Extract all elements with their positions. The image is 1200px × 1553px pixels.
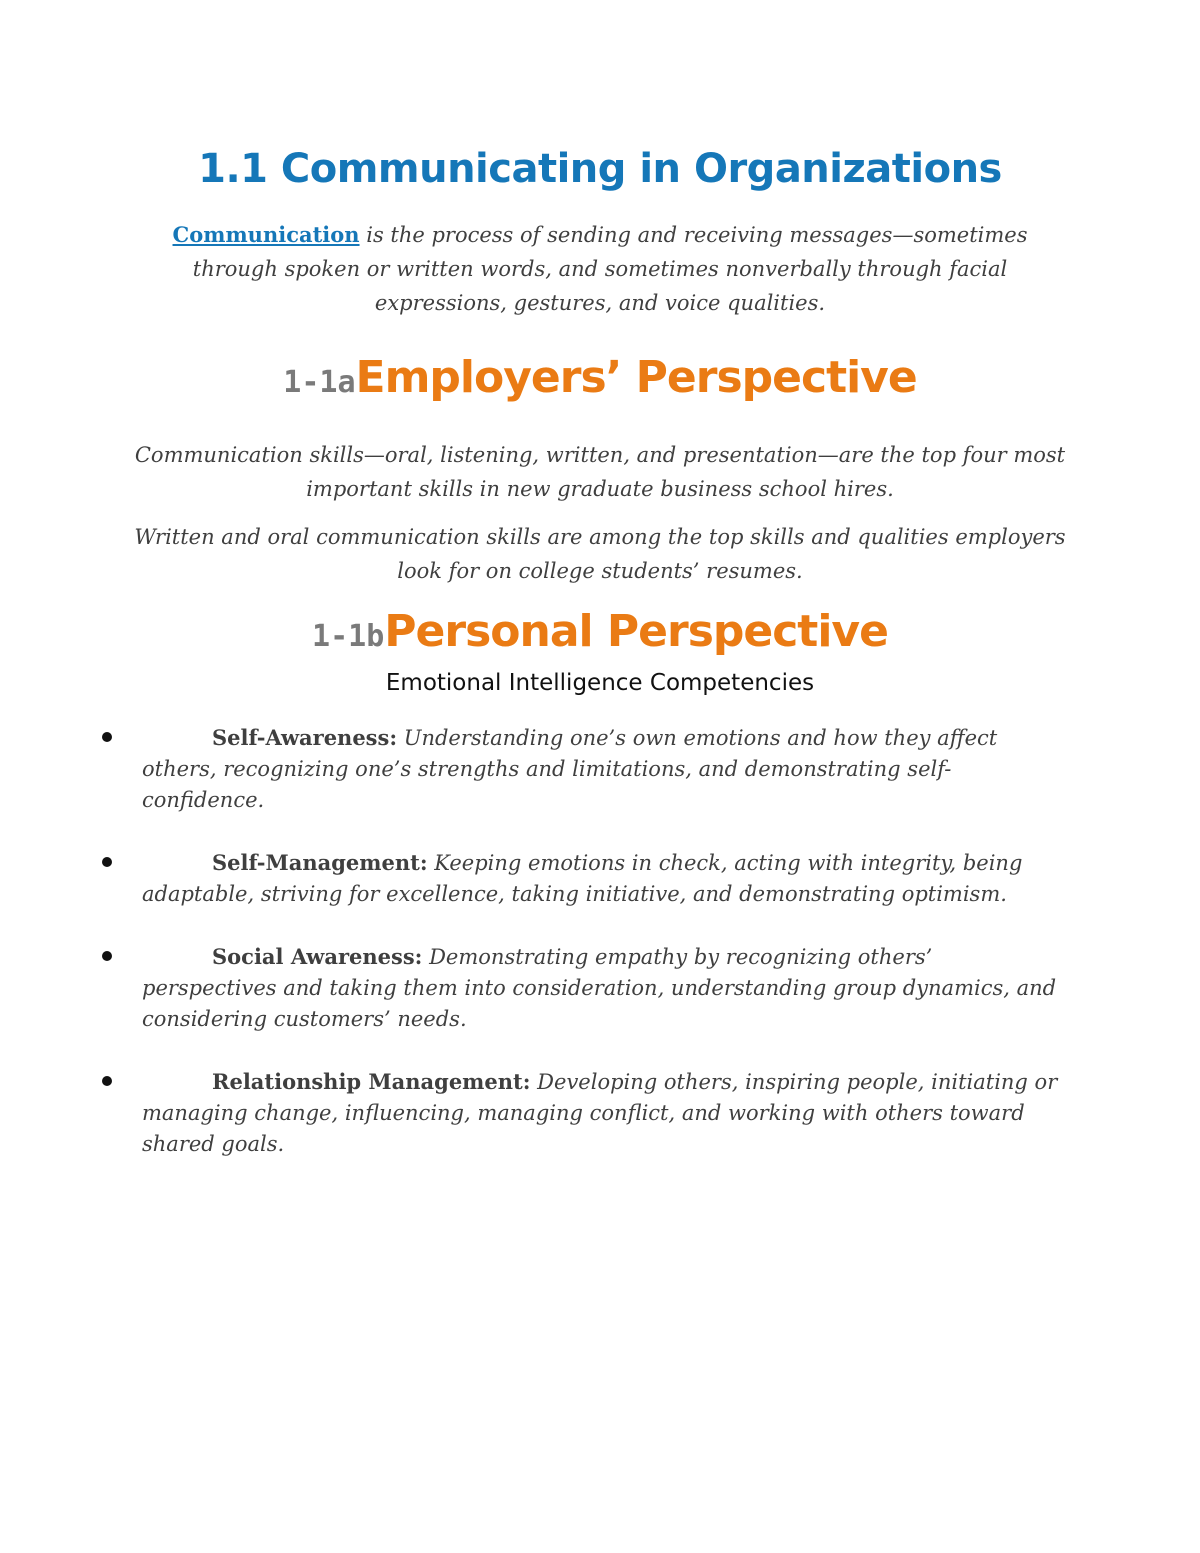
- list-item: [100, 941, 1060, 1035]
- page-title: 1.1 Communicating in Organizations: [198, 146, 1002, 192]
- intro-paragraph: [140, 218, 1060, 320]
- intro-definition: is the process of sending and receiving messages—sometimes through spoken or written words, and sometimes nonverbally through facial expressions, gestures, and voice qualities.: [192, 223, 1028, 315]
- item-description: Demonstrating empathy by recognizing others’ perspectives and taking them into consideration, understanding group dynamics, and considering customers’ needs.: [142, 945, 1057, 1031]
- item-description: Developing others, inspiring people, initiating or managing change, influencing, managing conflict, and working with others toward shared goals.: [142, 1070, 1058, 1156]
- list-item: [100, 1066, 1060, 1160]
- bullet-icon: [102, 732, 112, 742]
- section-heading-employers: [0, 352, 1200, 403]
- bullet-icon: [102, 857, 112, 867]
- communication-term-link[interactable]: Communication: [172, 222, 360, 247]
- bullet-icon: [102, 951, 112, 961]
- bullet-icon: [102, 1076, 112, 1086]
- section-number: 1-1b: [312, 619, 385, 654]
- competencies-list: [100, 722, 1060, 1191]
- section-number: 1-1a: [283, 365, 356, 400]
- list-item: [100, 847, 1060, 910]
- item-label: Self-Management:: [212, 850, 428, 875]
- item-description: Keeping emotions in check, acting with integrity, being adaptable, striving for excellence, taking initiative, and demonstrating optimism.: [142, 851, 1023, 906]
- item-label: Relationship Management:: [212, 1069, 531, 1094]
- section-title: Employers’ Perspective: [355, 352, 917, 403]
- section-title: Personal Perspective: [384, 606, 888, 657]
- item-label: Self-Awareness:: [212, 725, 398, 750]
- list-item: [100, 722, 1060, 816]
- item-label: Social Awareness:: [212, 944, 423, 969]
- employers-paragraph-1: Communication skills—oral, listening, written, and presentation—are the top four most important skills in new graduate business school hires.: [134, 443, 1066, 501]
- employers-paragraph-2: Written and oral communication skills are among the top skills and qualities employers look for on college students’ resumes.: [134, 525, 1066, 583]
- item-description: Understanding one’s own emotions and how they affect others, recognizing one’s strengths and limitations, and demonstrating self-confidence.: [142, 726, 998, 812]
- competencies-subheading: Emotional Intelligence Competencies: [385, 670, 815, 696]
- section-heading-personal: [0, 606, 1200, 657]
